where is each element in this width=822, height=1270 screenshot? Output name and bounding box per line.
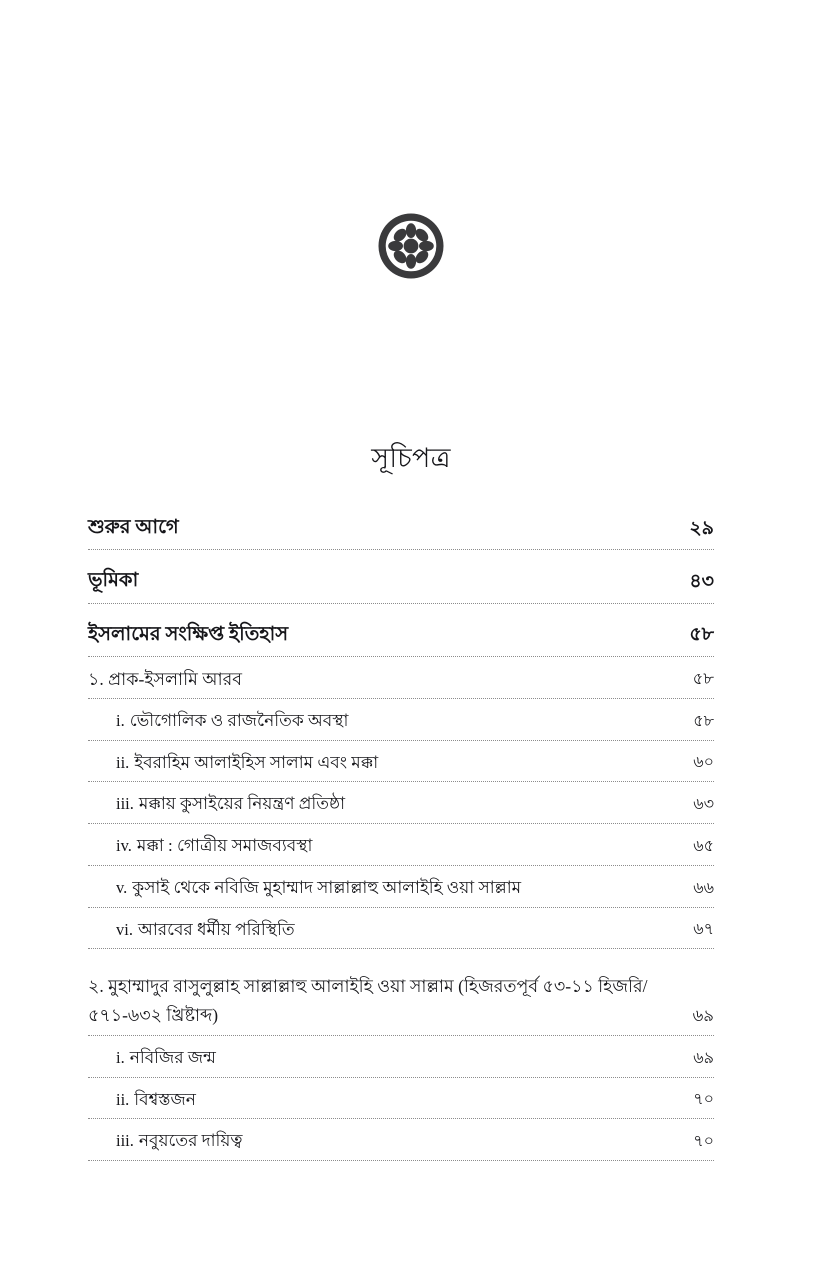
toc-entry-label	[116, 1087, 693, 1113]
toc-entry-text: শুরুর আগে	[88, 517, 179, 538]
toc-entry-label	[116, 1045, 693, 1071]
toc-entry[interactable]	[88, 1119, 714, 1161]
toc-entry-marker: i.	[116, 1048, 125, 1068]
toc-entry[interactable]	[88, 963, 714, 1036]
toc-entry[interactable]	[88, 908, 714, 950]
toc-entry-text: ভৌগোলিক ও রাজনৈতিক অবস্থা	[129, 711, 349, 731]
toc-entry-page-number: ৭০	[693, 1091, 714, 1109]
toc-entry[interactable]	[88, 604, 714, 657]
toc-entry-marker: i.	[116, 711, 125, 731]
toc-entry-label	[88, 567, 689, 595]
toc-entry-page-number: ৬৬	[693, 879, 714, 897]
toc-entry-marker: v.	[116, 877, 128, 897]
toc-entry[interactable]	[88, 497, 714, 550]
toc-entry-page-number: ২৯	[689, 517, 714, 539]
toc-entry-marker: iv.	[116, 836, 132, 856]
toc-entry-marker: ii.	[116, 1089, 130, 1109]
toc-entry-label	[88, 621, 689, 649]
toc-entry-text: ইসলামের সংক্ষিপ্ত ইতিহাস	[88, 623, 289, 645]
toc-entry-label	[116, 708, 693, 734]
toc-entry-marker: ii.	[116, 752, 130, 772]
toc-entry[interactable]	[88, 657, 714, 699]
toc-entry-text: মক্কা : গোত্রীয় সমাজব্যবস্থা	[136, 836, 313, 856]
toc-entry-page-number: ৬৫	[693, 837, 714, 855]
toc-entry-text: ভূমিকা	[88, 570, 139, 592]
toc-entry[interactable]	[88, 550, 714, 603]
toc-entry-label	[116, 1128, 693, 1154]
toc-entry[interactable]	[88, 866, 714, 908]
toc-entry-text: ১. প্রাক-ইসলামি আরব	[88, 668, 242, 689]
toc-entry-text: ২. মুহাম্মাদুর রাসুলুল্লাহ সাল্লাল্লাহু আলাইহি ওয়া সাল্লাম (হিজরতপূর্ব ৫৩-১১ হিজরি/৫৭১-৬৩২ খ্রিষ্টাব্দ)	[88, 976, 648, 1025]
toc-entry-marker: iii.	[116, 794, 134, 814]
toc-entry[interactable]	[88, 1036, 714, 1078]
toc-entry-text: ইবরাহিম আলাইহিস সালাম এবং মক্কা	[134, 752, 379, 772]
toc-entry-page-number: ৬০	[693, 754, 714, 772]
ornament-container	[0, 212, 822, 280]
toc-list	[88, 497, 714, 1161]
toc-entry-label	[88, 514, 689, 542]
toc-entry[interactable]	[88, 741, 714, 783]
toc-entry-page-number: ৬৯	[693, 1049, 714, 1067]
toc-entry[interactable]	[88, 699, 714, 741]
toc-entry[interactable]	[88, 824, 714, 866]
toc-entry[interactable]	[88, 782, 714, 824]
toc-entry-text: আরবের ধর্মীয় পরিস্থিতি	[137, 919, 295, 939]
toc-entry-label	[116, 791, 693, 817]
toc-entry-text: বিশ্বস্তজন	[134, 1089, 196, 1109]
toc-entry-page-number: ৬৩	[693, 796, 714, 814]
toc-entry-label	[88, 972, 693, 1029]
toc-entry-page-number: ৪৩	[689, 570, 714, 592]
toc-entry-marker: iii.	[116, 1131, 134, 1151]
toc-entry-label	[116, 750, 693, 776]
toc-entry-text: মক্কায় কুসাইয়ের নিয়ন্ত্রণ প্রতিষ্ঠা	[138, 794, 346, 814]
toc-entry-label	[116, 833, 693, 859]
page-title: সূচিপত্র	[371, 443, 451, 474]
floral-rosette-icon	[377, 212, 445, 280]
toc-entry-page-number: ৭০	[693, 1133, 714, 1151]
toc-entry-text: নবুয়তের দায়িত্ব	[138, 1131, 243, 1151]
toc-entry-text: কুসাই থেকে নবিজি মুহাম্মাদ সাল্লাল্লাহু আলাইহি ওয়া সাল্লাম	[132, 877, 522, 897]
toc-entry-label	[116, 917, 693, 943]
toc-entry[interactable]	[88, 1078, 714, 1120]
toc-entry-page-number: ৫৮	[693, 712, 714, 730]
toc-entry-label	[116, 875, 693, 901]
toc-entry-text: নবিজির জন্ম	[129, 1048, 216, 1068]
toc-entry-page-number: ৫৮	[689, 624, 714, 646]
toc-entry-page-number: ৬৭	[693, 921, 714, 939]
toc-entry-page-number: ৫৮	[692, 669, 714, 689]
toc-entry-marker: vi.	[116, 919, 133, 939]
toc-entry-label	[88, 666, 693, 692]
toc-entry-page-number: ৬৯	[692, 1006, 714, 1026]
